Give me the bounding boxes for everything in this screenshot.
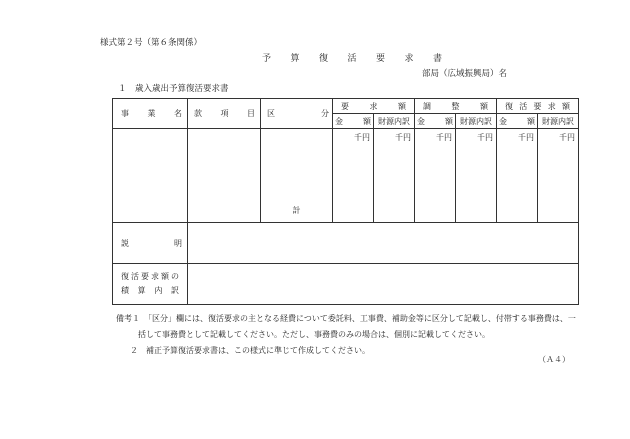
subheader-revival-amount: 金 額 bbox=[497, 114, 538, 129]
section-heading: １ 歳入歳出予算復活要求書 bbox=[118, 84, 229, 94]
header-request-amount: 要 求 額 bbox=[333, 99, 415, 114]
explanation-field[interactable] bbox=[188, 223, 579, 264]
note-2: ２ 補正予算復活要求書は、この様式に準じて作成してください。 bbox=[130, 346, 370, 355]
request-funding-cell[interactable]: 千円 bbox=[374, 129, 415, 223]
item-cell[interactable] bbox=[188, 129, 261, 223]
document-title: 予算復活要求書 bbox=[262, 54, 462, 64]
header-item: 款 項 目 bbox=[188, 99, 261, 129]
adjust-amount-cell[interactable]: 千円 bbox=[415, 129, 456, 223]
paper-size: （Ａ４） bbox=[538, 355, 570, 364]
category-cell[interactable] bbox=[261, 129, 333, 223]
business-name-cell[interactable] bbox=[113, 129, 188, 223]
header-business-name: 事 業 名 bbox=[113, 99, 188, 129]
note-1: 備考１ 「区分」欄には、復活要求の主となる経費について委託料、工事費、補助金等に区分して記載し、付帯する事務費は、一 bbox=[116, 314, 576, 323]
note-1-continued: 括して事務費として記載してください。ただし、事務費のみの場合は、個別に記載してください。 bbox=[138, 330, 490, 339]
header-category: 区 分 bbox=[261, 99, 333, 129]
revival-amount-cell[interactable]: 千円 bbox=[497, 129, 538, 223]
breakdown-label: 復 活 要 求 額 の 積 算 内 訳 bbox=[113, 264, 188, 305]
subheader-request-amount: 金 額 bbox=[333, 114, 374, 129]
breakdown-field[interactable] bbox=[188, 264, 579, 305]
notes bbox=[116, 311, 576, 359]
revival-funding-cell[interactable]: 千円 bbox=[538, 129, 579, 223]
header-adjust-amount: 調 整 額 bbox=[415, 99, 497, 114]
request-amount-cell[interactable]: 千円 bbox=[333, 129, 374, 223]
subheader-adjust-amount: 金 額 bbox=[415, 114, 456, 129]
header-revival-amount: 復 活 要 求 額 bbox=[497, 99, 579, 114]
total-label: 計 bbox=[292, 206, 301, 215]
adjust-funding-cell[interactable]: 千円 bbox=[456, 129, 497, 223]
form-number: 様式第２号（第６条関係） bbox=[100, 38, 203, 48]
department-name-label: 部局（広域振興局）名 bbox=[422, 69, 508, 79]
subheader-request-funding: 財源内訳 bbox=[374, 114, 415, 129]
subheader-adjust-funding: 財源内訳 bbox=[456, 114, 497, 129]
explanation-label: 説 明 bbox=[113, 223, 188, 264]
budget-revival-table bbox=[112, 98, 579, 305]
subheader-revival-funding: 財源内訳 bbox=[538, 114, 579, 129]
